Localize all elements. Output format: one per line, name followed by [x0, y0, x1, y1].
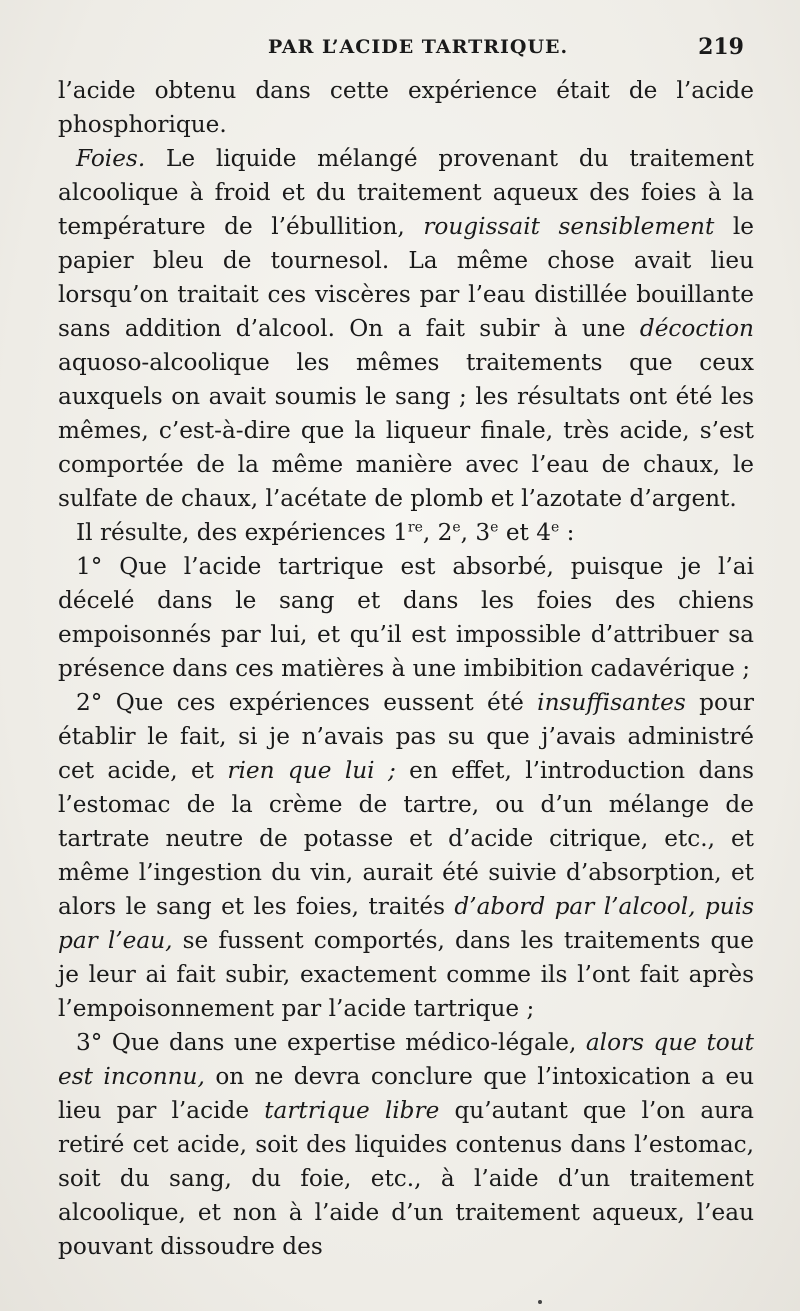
paragraph-text: Le liquide mélangé provenant du traitement alcoolique à froid et du traitement aqueux des foies à la température de l’ébullition,	[58, 145, 754, 240]
paragraph-text: l’acide obtenu dans cette expérience était de l’acide phosphorique.	[58, 77, 754, 138]
paragraph-text: pour établir le fait, si je n’avais pas su que j’avais administré cet acide, et	[58, 689, 754, 784]
emphasis: d’abord par l’alcool, puis par l’eau,	[58, 893, 754, 954]
paragraph-text: 3° Que dans une expertise médico-légale,	[76, 1029, 586, 1056]
paragraph	[58, 142, 754, 516]
page-header	[58, 34, 754, 74]
paragraph-text: se fussent comportés, dans les traitements que je leur ai fait subir, exactement comme ils l’ont fait après l’empoisonnement par l’acide tartrique ;	[58, 927, 754, 1022]
paragraph-text: 1° Que l’acide tartrique est absorbé, puisque je l’ai décelé dans le sang et dans les foies des chiens empoisonnés par lui, et qu’il est impossible d’attribuer sa présence dans ces matières à une imbibition cadavérique ;	[58, 553, 754, 682]
ink-speck	[538, 1300, 542, 1304]
ordinal-suffix: e	[452, 519, 461, 536]
emphasis: rougissait sensiblement	[423, 213, 715, 240]
paragraph-text: 2° Que ces expériences eussent été	[76, 689, 538, 716]
emphasis: décoction	[639, 315, 754, 342]
page-number: 219	[698, 34, 744, 60]
body-text	[58, 74, 754, 1264]
paragraph-text: qu’autant que l’on aura retiré cet acide, soit des liquides contenus dans l’estomac, soit du sang, du foie, etc., à l’aide d’un traitement alcoolique, et non à l’aide d’un traitement aqueux, l’eau pouvant dissoudre des	[58, 1097, 754, 1260]
running-head: PAR L’ACIDE TARTRIQUE.	[268, 36, 569, 58]
paragraph	[58, 686, 754, 1026]
emphasis: insuffisantes	[537, 689, 686, 716]
paragraph-text: on ne devra conclure que l’intoxication a eu lieu par l’acide	[58, 1063, 755, 1124]
paragraph-text: Il résulte, des expériences 1	[76, 519, 408, 546]
paragraph-text: le papier bleu de tournesol. La même chose avait lieu lorsqu’on traitait ces viscères par l’eau distillée bouillante sans addition d’alcool. On a fait subir à une	[58, 213, 754, 342]
paragraph	[58, 1026, 754, 1264]
ordinal-suffix: re	[407, 519, 423, 536]
section-lead: Foies.	[76, 145, 146, 172]
paragraph-text: :	[559, 519, 575, 546]
emphasis: alors que tout est inconnu,	[58, 1029, 754, 1090]
paragraph-text: en effet, l’introduction dans l’estomac de la crème de tartre, ou d’un mélange de tartrate neutre de potasse et d’acide citrique, etc., et même l’ingestion du vin, aurait été suivie d’absorption, et alors le sang et les foies, traités	[58, 757, 754, 920]
paragraph-text: , 2	[422, 519, 453, 546]
paragraph-text: aquoso-alcoolique les mêmes traitements que ceux auxquels on avait soumis le sang ; les résultats ont été les mêmes, c’est-à-dire que la liqueur finale, très acide, s’est comportée de la même manière avec l’eau de chaux, le sulfate de chaux, l’acétate de plomb et l’azotate d’argent.	[58, 349, 754, 512]
paragraph-text: , 3	[460, 519, 491, 546]
paragraph	[58, 550, 754, 686]
emphasis: tartrique libre	[264, 1097, 440, 1124]
paragraph-text: et 4	[498, 519, 551, 546]
paragraph	[58, 74, 754, 142]
paragraph	[58, 516, 754, 550]
ordinal-suffix: e	[490, 519, 499, 536]
ordinal-suffix: e	[551, 519, 560, 536]
emphasis: rien que lui ;	[227, 757, 396, 784]
